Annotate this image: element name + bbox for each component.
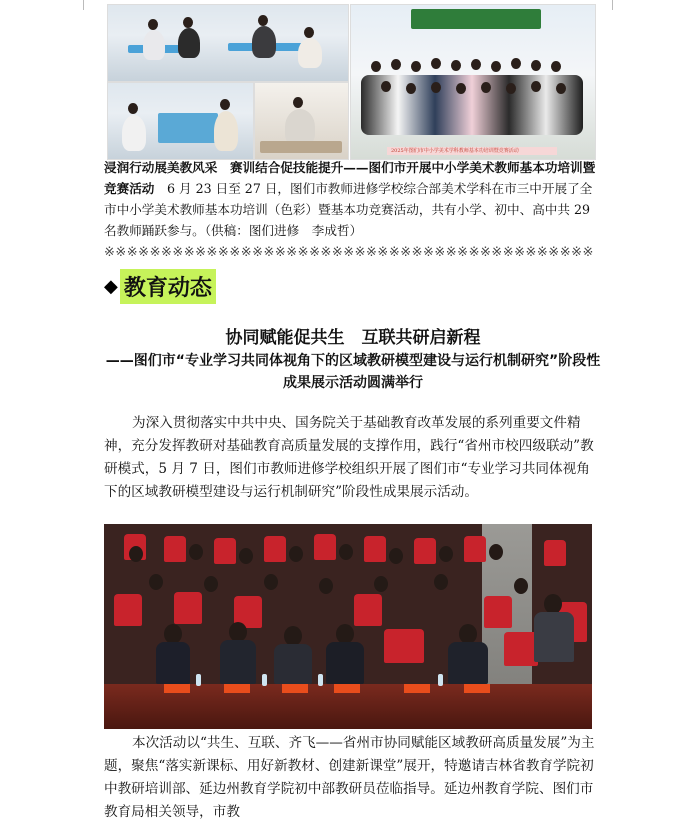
- training-photo-2: [107, 82, 254, 160]
- section-header: [104, 269, 216, 304]
- training-photo-3: [254, 82, 349, 160]
- group-photo: [350, 4, 596, 160]
- caption-headline: 浸润行动展美教风采 赛训结合促技能提升——图们市开展中小学美术教师基本功培训暨竞赛活动: [104, 160, 596, 196]
- photo-caption: [104, 157, 602, 241]
- article-paragraph-1: 为深入贯彻落实中共中央、国务院关于基础教育改革发展的系列重要文件精神，充分发挥教研对基础教育高质量发展的支撑作用，践行“省州市校四级联动”教研模式，5 月 7 日，图们市教师进修学校组织开展了图们市“专业学习共同体视角下的区域教研模型建设与运行机制研究”阶段性成果展示活动。: [104, 415, 594, 500]
- caption-body: 6 月 23 日至 27 日，图们市教师进修学校综合部美术学科在市三中开展了全市中小学美术教师基本功培训（色彩）暨基本功竞赛活动，共有小学、初中、高中共 29 名教师踊跃参与。（供稿：图们进修 李成哲）: [104, 181, 593, 238]
- article-title: 协同赋能促共生 互联共研启新程: [225, 328, 481, 348]
- diamond-icon: ◆: [104, 276, 118, 297]
- article-paragraph-2: 本次活动以“共生、互联、齐飞——省州市协同赋能区域教研高质量发展”为主题，聚焦“落实新课标、用好新教材、创建新课堂”展开，特邀请吉林省教育学院初中教研培训部、延边州教育学院初中部教研员莅临指导。延边州教育学院、图们市教育局相关领导，市教: [104, 735, 595, 820]
- conference-photo: [104, 524, 592, 729]
- page-edge-right: [612, 0, 613, 10]
- page-edge-left: [83, 0, 84, 10]
- group-photo-banner-text: 2025年图们市中小学美术学科教师基本功培训暨竞赛活动: [391, 148, 519, 154]
- article-subtitle: ——图们市“专业学习共同体视角下的区域教研模型建设与运行机制研究”阶段性成果展示活动圆满举行: [105, 353, 601, 391]
- training-photo-1: [107, 4, 349, 82]
- section-title: 教育动态: [120, 269, 216, 304]
- section-divider: ※※※※※※※※※※※※※※※※※※※※※※※※※※※※※※※※※※※※※※※※※※※: [104, 245, 594, 260]
